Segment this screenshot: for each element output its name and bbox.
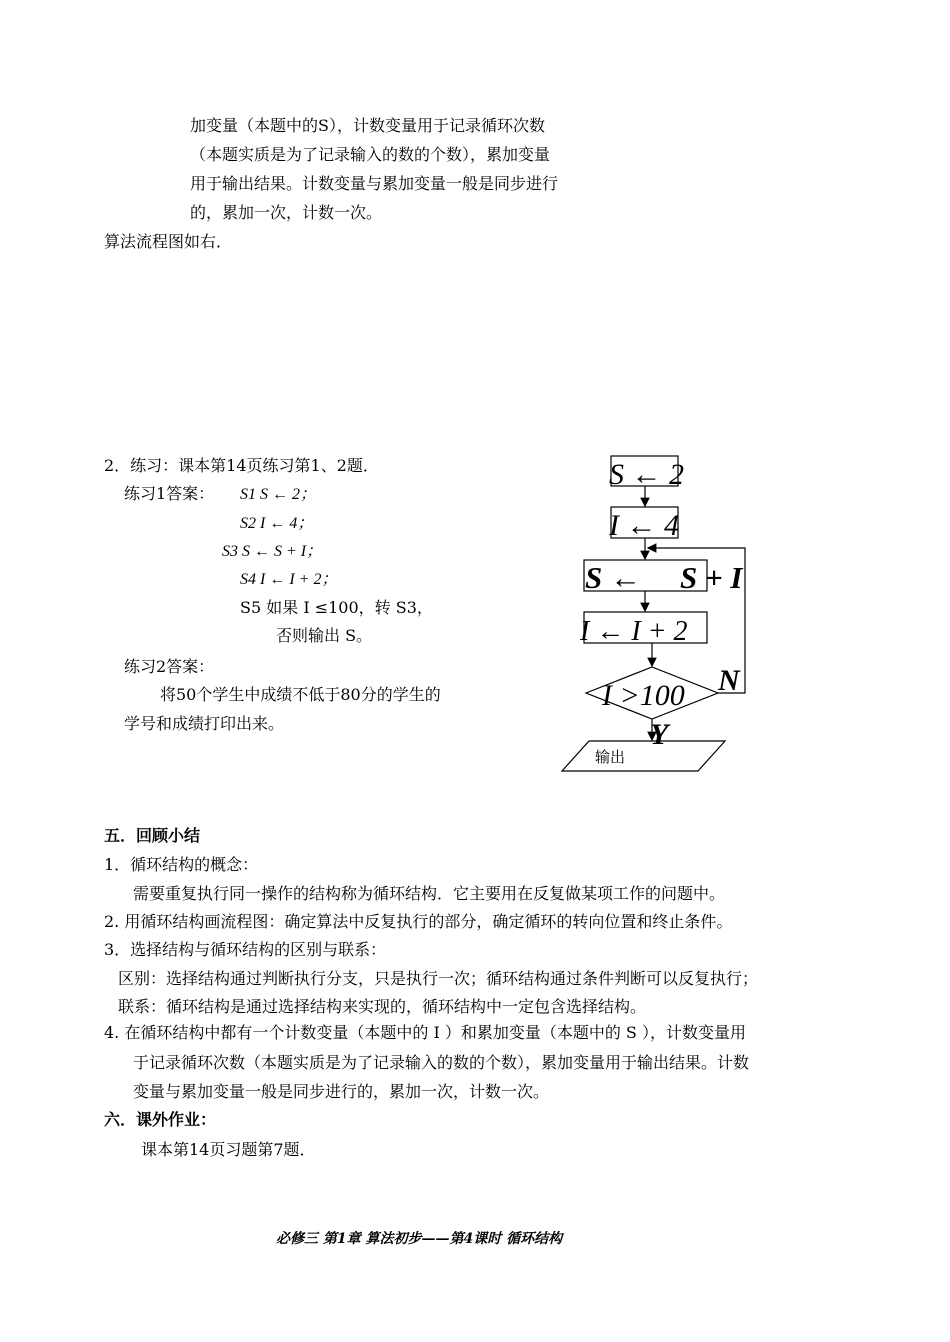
answer2-line-2: 学号和成绩打印出来。 bbox=[124, 714, 285, 733]
review-line-8: 于记录循环次数（本题实质是为了记录输入的数的个数），累加变量用于输出结果。计数 bbox=[133, 1053, 750, 1072]
flow-output-parallelogram bbox=[562, 741, 725, 771]
step-s2: S2 I ← 4； bbox=[240, 515, 314, 532]
review-line-3: 2. 用循环结构画流程图：确定算法中反复执行的部分，确定循环的转向位置和终止条件。 bbox=[104, 912, 733, 931]
flow-box-accumulate-right: S + I bbox=[680, 560, 743, 595]
intro-line-4: 的，累加一次，计数一次。 bbox=[190, 203, 383, 222]
flow-note: 算法流程图如右． bbox=[104, 232, 233, 251]
flow-box-s-init-text: S ← 2 bbox=[609, 458, 684, 491]
flow-yes-label: Y bbox=[650, 718, 669, 751]
intro-line-2: （本题实质是为了记录输入的数的个数），累加变量 bbox=[190, 145, 551, 164]
flow-box-accumulate-left: S ← bbox=[585, 560, 641, 595]
review-line-1: 1．循环结构的概念： bbox=[104, 855, 259, 874]
review-line-7: 4. 在循环结构中都有一个计数变量（本题中的 I ）和累加变量（本题中的 S ），计数变量用 bbox=[104, 1023, 746, 1042]
review-line-5: 区别：选择结构通过判断执行分支，只是执行一次；循环结构通过条件判断可以反复执行； bbox=[118, 969, 759, 988]
step-s5-else: 否则输出 S。 bbox=[276, 626, 373, 645]
intro-line-1: 加变量（本题中的S），计数变量用于记录循环次数 bbox=[190, 116, 545, 135]
intro-line-3: 用于输出结果。计数变量与累加变量一般是同步进行 bbox=[190, 174, 559, 193]
step-s1: S1 S ← 2； bbox=[240, 486, 317, 503]
review-line-9: 变量与累加变量一般是同步进行的，累加一次，计数一次。 bbox=[133, 1082, 550, 1101]
review-line-6: 联系：循环结构是通过选择结构来实现的，循环结构中一定包含选择结构。 bbox=[118, 997, 647, 1016]
homework-heading: 六．课外作业： bbox=[104, 1110, 217, 1129]
review-line-2: 需要重复执行同一操作的结构称为循环结构．它主要用在反复做某项工作的问题中。 bbox=[133, 884, 726, 903]
review-heading: 五．回顾小结 bbox=[104, 826, 201, 845]
answer2-label: 练习2答案： bbox=[124, 657, 215, 676]
exercise-heading: 2．练习：课本第14页练习第1、2题． bbox=[104, 456, 379, 475]
flow-no-label: N bbox=[718, 664, 740, 697]
step-s5: S5 如果 I ≤100，转 S3， bbox=[240, 598, 433, 617]
homework-text: 课本第14页习题第7题． bbox=[141, 1140, 316, 1159]
page-footer: 必修三 第1章 算法初步——第4课时 循环结构 bbox=[276, 1231, 563, 1247]
flow-decision-text: I >100 bbox=[602, 679, 685, 712]
flow-box-increment-text: I ← I + 2 bbox=[580, 616, 688, 647]
step-s4: S4 I ← I + 2； bbox=[240, 571, 338, 588]
review-line-4: 3．选择结构与循环结构的区别与联系： bbox=[104, 940, 387, 959]
flow-box-i-init-text: I ← 4 bbox=[609, 509, 679, 542]
step-s3: S3 S ← S + I； bbox=[222, 543, 323, 560]
answer1-label: 练习1答案： bbox=[124, 484, 215, 503]
flow-output-text: 输出 bbox=[595, 748, 626, 766]
answer2-line-1: 将50个学生中成绩不低于80分的学生的 bbox=[160, 685, 441, 704]
